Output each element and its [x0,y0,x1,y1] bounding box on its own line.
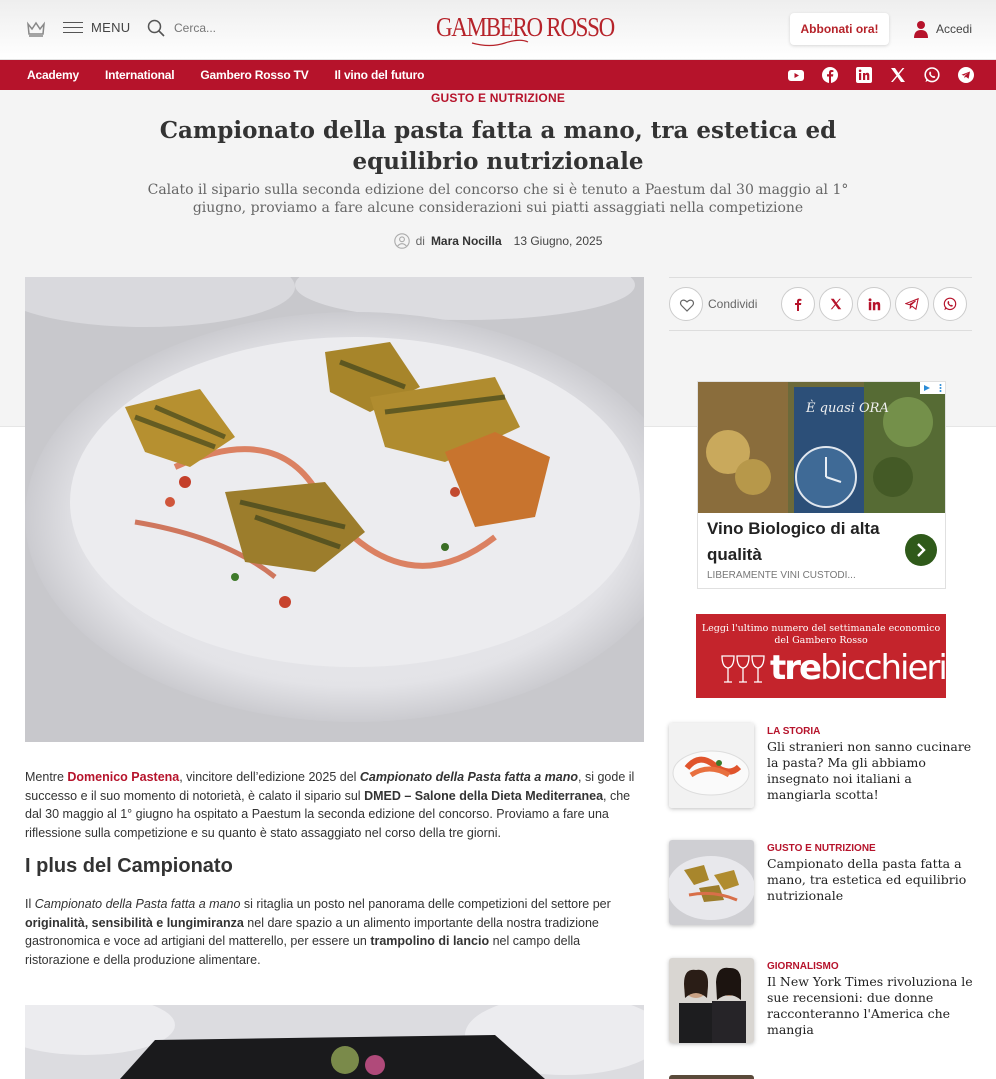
search-icon [147,19,165,37]
related-thumbnail [669,958,754,1043]
ad-image [698,382,946,513]
related-title[interactable]: Il New York Times rivoluziona le sue recensioni: due donne racconteranno l'America che mangia [767,974,973,1037]
facebook-icon[interactable] [822,67,838,83]
related-category[interactable]: LA STORIA [767,726,821,737]
ad-cta-button[interactable] [905,534,937,566]
hamburger-icon [63,21,83,35]
byline-prefix: di [415,234,425,248]
ad-title[interactable]: Vino Biologico di alta qualità [707,519,880,564]
text: , che dal 30 maggio al 1° giugno ha ospitato a Paestum la seconda edizione del concorso. Proviamo a fare una riflessione sulla competizione e su quanto è stato assaggiato nel corso della tre giorni. [25,788,631,840]
share-facebook-button[interactable] [781,287,815,321]
emphasis: trampolino di lancio [370,934,490,948]
linkedin-icon[interactable] [856,67,872,83]
related-article[interactable] [669,958,972,1043]
whatsapp-icon[interactable] [924,67,940,83]
chevron-right-icon [905,534,937,566]
promo-text: Leggi l'ultimo numero del settimanale economico del Gambero Rosso [701,623,941,646]
favorite-button[interactable] [669,287,703,321]
logo-swash [470,39,530,47]
byline [0,233,996,249]
section-heading: I plus del Campionato [25,855,233,877]
emphasis: DMED – Salone della Dieta Mediterranea [364,788,604,803]
article-category[interactable]: GUSTO E NUTRIZIONE [430,91,566,105]
text: nel campo della ristorazione e della produzione alimentare. [25,934,581,967]
nav-link-vino[interactable]: Il vino del futuro [334,68,425,82]
wine-glasses-icon [720,654,768,686]
related-article[interactable] [669,840,972,925]
article-subtitle: Calato il sipario sulla seconda edizione del concorso che si è tenuto a Paestum dal 30 maggio al 1° giugno, proviamo a fare alcune considerazioni sui piatti assaggiati nella competizione [147,182,849,216]
related-thumbnail [669,723,754,808]
related-thumbnail-partial [669,1075,754,1079]
telegram-icon[interactable] [958,67,974,83]
linkedin-icon [868,298,881,311]
share-linkedin-button[interactable] [857,287,891,321]
promo-logo [770,648,946,688]
promo-logo-a: tre [770,648,821,688]
text: nel dare spazio a un alimento importante della nostra tradizione gastronomica e voce ad artigiani del matterello, per essere un [25,915,599,948]
telegram-icon [905,297,919,311]
share-telegram-button[interactable] [895,287,929,321]
emphasis: originalità, sensibilità e lungimiranza [25,915,244,930]
x-icon [830,298,842,310]
menu-label: MENU [91,20,131,35]
text: , si gode il successo e il suo momento di notorietà, è calato il sipario sul [25,770,635,803]
text: , vincitore dell’edizione 2025 del [179,770,360,784]
author-avatar-icon [394,233,410,249]
ad-sponsor: LIBERAMENTE VINI CUSTODI... [707,570,856,581]
related-category[interactable]: GIORNALISMO [767,961,839,972]
crown-icon[interactable] [26,20,46,38]
trebicchieri-promo[interactable] [696,614,946,698]
facebook-icon [792,297,804,311]
publish-date: 13 Giugno, 2025 [513,234,603,248]
share-whatsapp-button[interactable] [933,287,967,321]
site-logo[interactable]: GAMBERO ROSSO [436,12,614,42]
site-header [0,0,996,60]
related-title[interactable]: Campionato della pasta fatta a mano, tra estetica ed equilibrio nutrizionale [767,856,967,903]
youtube-icon[interactable] [788,67,804,83]
text: Il [25,897,35,911]
search-box[interactable] [147,19,216,37]
author-name[interactable]: Mara Nocilla [430,234,502,248]
share-label: Condividi [708,297,758,311]
whatsapp-icon [943,297,957,311]
emphasis: Campionato della Pasta fatta a mano [359,770,579,784]
nav-link-academy[interactable]: Academy [27,68,79,82]
promo-logo-b: bicchieri [820,648,946,688]
article-paragraph [25,895,644,969]
nav-link-international[interactable]: International [104,68,175,82]
secondary-nav [0,60,996,90]
heart-icon [670,288,704,322]
hero-image [25,277,644,742]
user-icon [913,20,929,38]
menu-button[interactable] [63,20,130,35]
chef-link[interactable]: Domenico Pastena [67,770,180,784]
subscribe-button[interactable]: Abbonati ora! [790,13,889,45]
login-label: Accedi [936,22,973,36]
share-x-button[interactable] [819,287,853,321]
text: Mentre [25,770,68,784]
emphasis: Campionato della Pasta fatta a mano [34,897,241,911]
advertisement[interactable] [697,381,946,589]
article-image-2 [25,1005,644,1079]
search-input[interactable]: Cerca... [174,21,217,35]
related-title[interactable]: Gli stranieri non sanno cucinare la pasta? Ma gli abbiamo insegnato noi italiani a mangiarla scotta! [767,739,972,802]
related-category[interactable]: GUSTO E NUTRIZIONE [767,843,876,854]
text: si ritaglia un posto nel panorama delle competizioni del settore per [240,897,611,911]
related-thumbnail [669,840,754,925]
x-icon[interactable] [890,67,906,83]
article-title: Campionato della pasta fatta a mano, tra estetica ed equilibrio nutrizionale [159,117,837,175]
login-button[interactable] [913,20,972,38]
ad-image-text: È quasi ORA [806,401,889,416]
share-bar [669,277,972,331]
article-paragraph [25,768,644,842]
related-article[interactable] [669,723,972,808]
nav-link-tv[interactable]: Gambero Rosso TV [200,68,309,82]
